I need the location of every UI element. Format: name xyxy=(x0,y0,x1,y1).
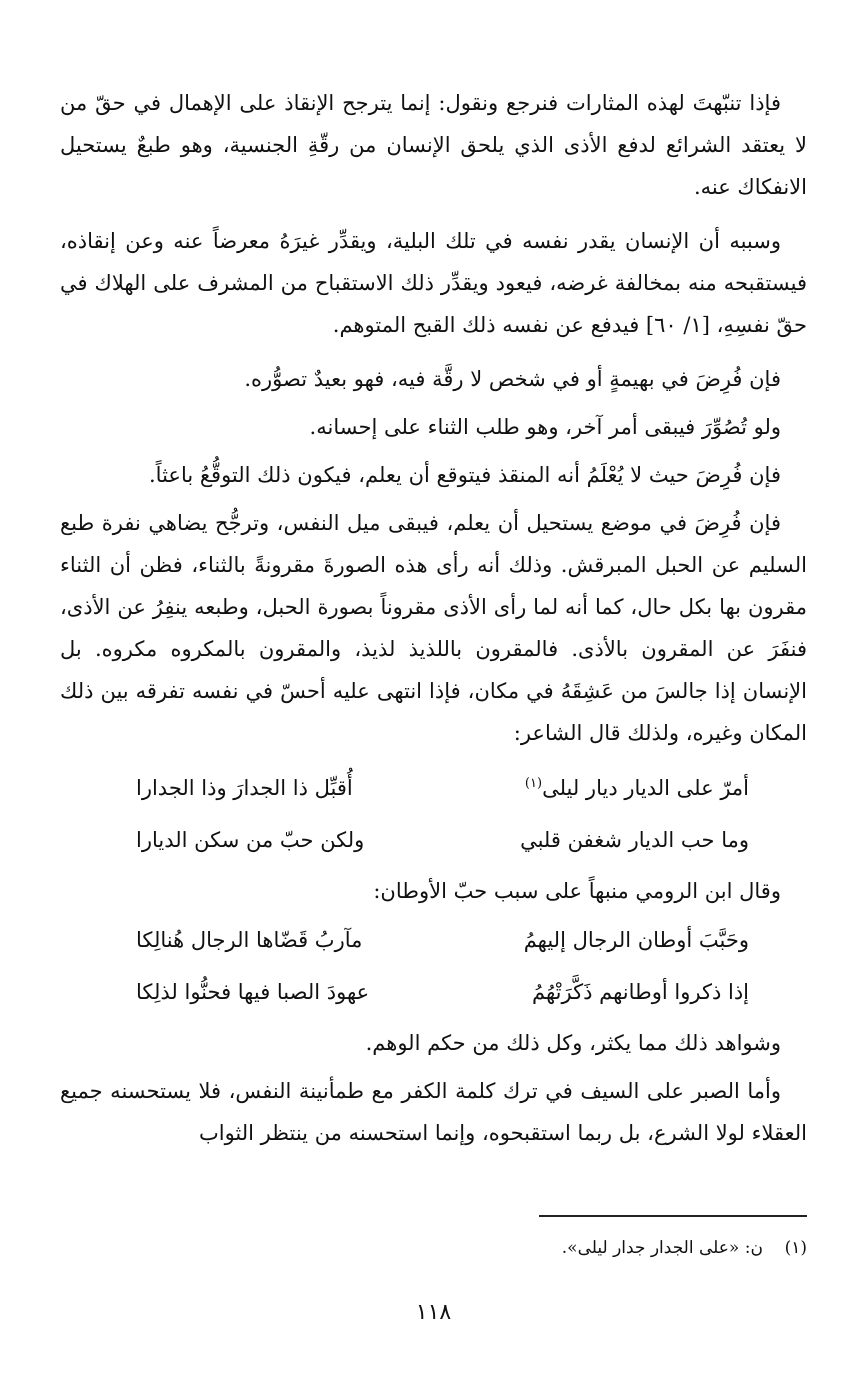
verse-hemistich-first: وما حب الديار شغفن قلبي xyxy=(520,828,749,852)
page-number: ١١٨ xyxy=(415,1300,452,1325)
verse-line-3 xyxy=(60,918,807,962)
paragraph-3: فإن فُرِضَ في بهيمةٍ أو في شخص لا رقَّة فيه، فهو بعيدٌ تصوُّره. xyxy=(244,367,781,391)
paragraph-6: فإن فُرِضَ في موضع يستحيل أن يعلم، فيبقى ميل النفس، وترجُّح يضاهي نفرة طبع السليم عن الحبل المبرقش. وذلك أنه رأى هذه الصورةَ مقرونةً بالثناء، فظن أن الثناء مقرون بها بكل حال، كما أنه لما رأى الأذى مقروناً بصورة الحبل، وطبعه ينفِرُ عن الأذى، فنفَرَ عن المقرون بالأذى. فالمقرون باللذيذ لذيذ، والمقرون بالمكروه مكروه. بل الإنسان إذا جالسَ من عَشِقَهُ في مكان، فإذا انتهى عليه أحسّ في نفسه تفرقه بين ذلك المكان وغيره، ولذلك قال الشاعر: xyxy=(60,511,807,745)
verse-hemistich-first: أمرّ على الديار ديار ليلى$^{(١)}$ xyxy=(524,776,749,800)
footnote-marker: (١) xyxy=(524,776,543,791)
verse-hemistich-second: عهودَ الصبا فيها فحنُّوا لذلِكا xyxy=(136,980,370,1004)
paragraph-7: وشواهد ذلك مما يكثر، وكل ذلك من حكم الوهم. xyxy=(365,1031,781,1055)
paragraph-2: وسببه أن الإنسان يقدر نفسه في تلك البلية، ويقدِّر غيرَهُ معرضاً عنه وعن إنقاذه، فيستقبحه منه بمخالفة غرضه، فيعود ويقدِّر ذلك الاستقباح من المشرف على الهلاك في حقّ نفسِهِ، [١/ ٦٠] فيدفع عن نفسه ذلك القبح المتوهم. xyxy=(60,229,807,337)
verse-hemistich-second: أُقبِّل ذا الجدارَ وذا الجدارا xyxy=(136,776,353,800)
paragraph-1: فإذا تنبّهتَ لهذه المثارات فنرجع ونقول: إنما يترجح الإنقاذ على الإهمال في حقّ من لا يعتقد الشرائع لدفع الأذى الذي يلحق الإنسان من رقّةِ الجنسية، وهو طبعٌ يستحيل الانفكاك عنه. xyxy=(60,91,807,199)
verse-line-1 xyxy=(60,766,807,810)
footnote-text: ن: «على الجدار جدار ليلى». xyxy=(561,1238,763,1258)
footnote-divider xyxy=(539,1215,807,1217)
verse-hemistich-second: ولكن حبّ من سكن الديارا xyxy=(136,828,365,852)
paragraph-5: فإن فُرِضَ حيث لا يُعْلَمُ أنه المنقذ فيتوقع أن يعلم، فيكون ذلك التوقُّعُ باعثاً. xyxy=(149,463,781,487)
verse-intro: وقال ابن الرومي منبهاً على سبب حبّ الأوطان: xyxy=(373,879,781,903)
footnote xyxy=(60,1234,807,1262)
verse-hemistich-first: إذا ذكروا أوطانهم ذَكَّرَتْهُمُ xyxy=(532,980,749,1004)
verse-line-4 xyxy=(60,970,807,1014)
verse-hemistich-first: وحَبَّبَ أوطان الرجال إليهمُ xyxy=(523,928,749,952)
verse-line-2 xyxy=(60,818,807,862)
footnote-number: (١) xyxy=(784,1238,807,1258)
paragraph-4: ولو تُصُوِّرَ فيبقى أمر آخر، وهو طلب الثناء على إحسانه. xyxy=(309,415,781,439)
main-text xyxy=(60,82,807,1166)
verse-hemistich-second: مآربُ قَضّاها الرجال هُنالِكا xyxy=(136,928,363,952)
paragraph-8: وأما الصبر على السيف في ترك كلمة الكفر مع طمأنينة النفس، فلا يستحسنه جميع العقلاء لولا الشرع، بل ربما استقبحوه، وإنما استحسنه من ينتظر الثواب xyxy=(60,1079,807,1145)
